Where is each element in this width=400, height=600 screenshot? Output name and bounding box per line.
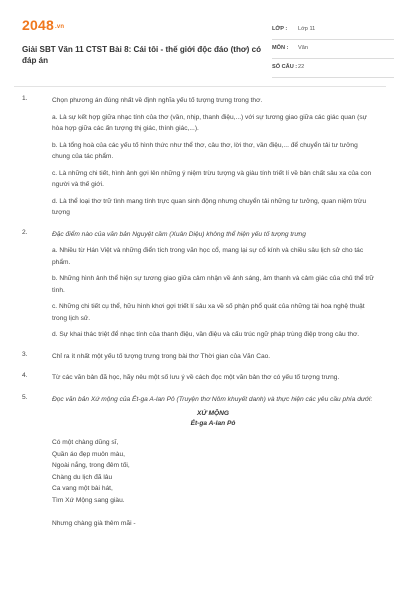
question-number: 4.	[22, 372, 28, 379]
logo-suffix: .vn	[54, 24, 65, 30]
meta-label: MÔN :	[272, 45, 289, 51]
meta-row-class	[272, 24, 394, 40]
poem-line: Quần áo đẹp muôn màu,	[52, 450, 125, 458]
poem-author: Ét-ga A-lan Pô	[190, 420, 236, 427]
question-text: Chỉ ra ít nhất một yếu tố tượng trưng trong bài thơ Thời gian của Văn Cao.	[52, 352, 271, 360]
question-text: Chọn phương án đúng nhất về định nghĩa yếu tố tượng trưng trong thơ.	[52, 97, 263, 104]
answer-option: d. Sự khai thác triệt để nhạc tính của thanh điệu, vần điệu và cấu trúc ngữ pháp trùng điệp trong câu thơ.	[52, 331, 360, 338]
site-logo[interactable]	[22, 17, 64, 33]
answer-option: b. Những hình ảnh thể hiện sự tương giao giữa cảm nhận về ánh sáng, âm thanh và cảm giác của chủ thể trữ tình.	[52, 275, 374, 294]
poem-body	[52, 437, 374, 529]
question-text: Đọc văn bản Xứ mộng của Ét-ga A-lan Pô (Truyện thơ Nôm khuyết danh) và thực hiện các yêu cầu phía dưới:	[52, 395, 373, 403]
poem-title: XỨ MỘNG	[196, 410, 230, 417]
question-1	[14, 95, 386, 219]
question-number: 2.	[22, 228, 28, 236]
poem-line: Tìm Xứ Mộng sang giàu.	[52, 496, 125, 504]
meta-row-subject	[272, 43, 394, 59]
meta-value: 22	[298, 64, 305, 70]
answer-option: c. Là những chi tiết, hình ảnh gợi lên những ý niệm trừu tượng và giàu tính triết lí về bản chất sâu xa của con người và thế giới.	[52, 169, 372, 188]
poem-line: Có một chàng dũng sĩ,	[52, 439, 119, 446]
document-title: Giải SBT Văn 11 CTST Bài 8: Cái tôi - thế giới độc đáo (thơ) có đáp án	[22, 45, 262, 65]
question-text: Đặc điểm nào của văn bản Nguyệt cầm (Xuân Diệu) không thể hiện yếu tố tượng trưng	[52, 230, 306, 238]
question-2	[14, 229, 386, 341]
logo-text: 2048	[22, 17, 54, 33]
poem-line: Nhưng chàng già thêm mãi -	[52, 519, 136, 527]
question-number: 3.	[22, 350, 28, 358]
question-5	[14, 394, 386, 530]
poem-line	[52, 506, 374, 518]
answer-option: c. Những chi tiết cụ thể, hữu hình khơi gợi triết lí sâu xa về số phận phổ quát của những tài hoa nghệ thuật trong lịch sử.	[52, 303, 365, 322]
header-divider	[14, 86, 386, 87]
document-header	[14, 14, 386, 84]
meta-value: Văn	[298, 45, 308, 51]
meta-row-count	[272, 62, 394, 78]
answer-option: a. Nhiều từ Hán Việt và những điển tích trong văn học cổ, mang lại sự cổ kính và chiều sâu lịch sử cho tác phẩm.	[52, 247, 364, 266]
poem-line: Ca vang một bài hát,	[52, 485, 113, 492]
question-number: 1.	[22, 95, 28, 102]
question-number: 5.	[22, 393, 28, 401]
meta-value: Lớp 11	[298, 26, 316, 32]
poem-line: Chàng du lịch đã lâu	[52, 473, 113, 481]
meta-label: SỐ CÂU :	[272, 64, 298, 70]
answer-option: a. Là sự kết hợp giữa nhạc tính của thơ (vần, nhịp, thanh điệu,...) với sự tương giao giữa các giác quan (sự hòa hợp giữa các ấn tượng thị giác, thính giác,...).	[52, 113, 368, 132]
question-3	[14, 351, 386, 363]
question-4	[14, 372, 386, 384]
question-text: Từ các văn bản đã học, hãy nêu một số lưu ý về cách đọc một văn bản thơ có yếu tố tượng trưng.	[52, 374, 340, 381]
answer-option: d. Là thể loại thơ trữ tình mang tính trực quan sinh động nhưng chuyển tải những tư tưởng, quan niệm trừu tượng	[52, 197, 367, 216]
answer-option: b. Là tổng hoà của các yếu tố hình thức như thể thơ, câu thơ, lời thơ, vần điệu,... để chuyển tải tư tưởng chung của tác phẩm.	[52, 141, 358, 160]
poem-line: Ngoài nắng, trong đêm tối,	[52, 462, 130, 469]
document-meta	[272, 24, 394, 81]
meta-label: LỚP :	[272, 26, 288, 32]
